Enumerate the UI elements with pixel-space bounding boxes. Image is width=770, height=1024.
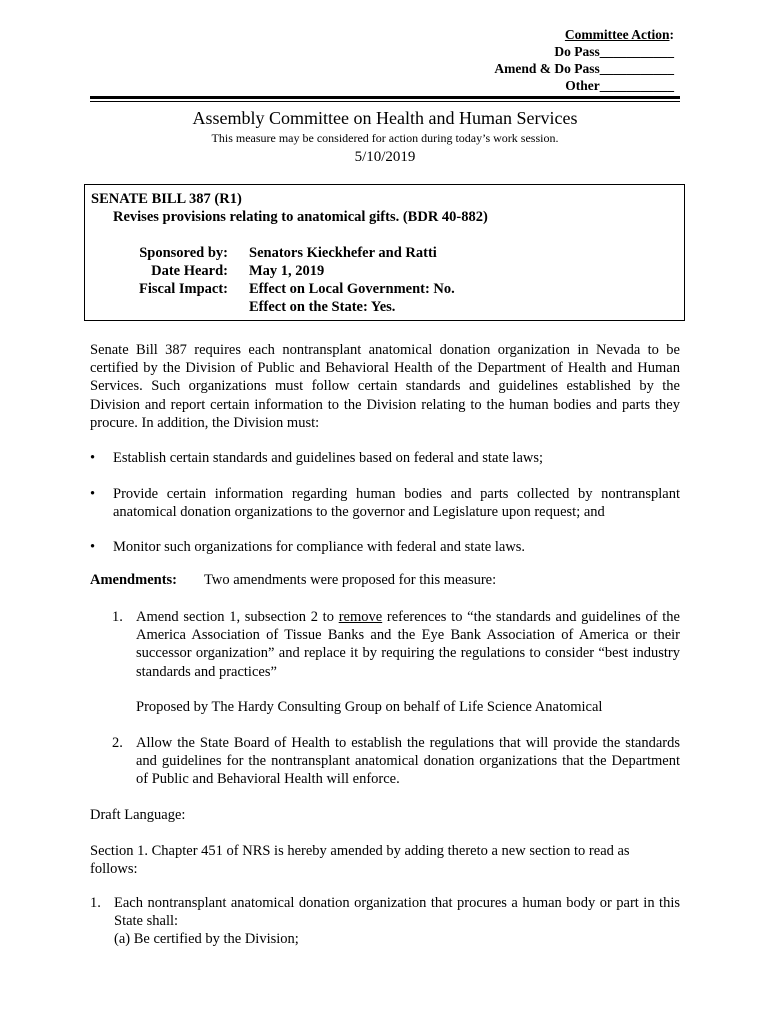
- date-heard-value: May 1, 2019: [249, 263, 325, 279]
- amendment-number: 2.: [112, 735, 123, 751]
- fiscal-impact-local-value: Effect on Local Government: No.: [249, 281, 455, 297]
- draft-item-text: Each nontransplant anatomical donation organization that procures a human body or part in this State shall:: [114, 895, 680, 930]
- draft-language-heading: Draft Language:: [90, 807, 186, 823]
- bill-number: SENATE BILL 387 (R1): [91, 191, 242, 207]
- draft-item-number: 1.: [90, 895, 101, 911]
- bill-description: Revises provisions relating to anatomical gifts. (BDR 40-882): [113, 209, 488, 225]
- bullet-marker: •: [90, 539, 96, 555]
- amend-do-pass-line: Amend & Do Pass___________: [494, 61, 674, 76]
- amendments-heading-row: [90, 572, 497, 589]
- header-divider-thin: [90, 101, 680, 102]
- meeting-date: 5/10/2019: [354, 149, 416, 165]
- date-heard-label: Date Heard:: [151, 263, 228, 279]
- bullet-marker: •: [90, 450, 96, 466]
- bill-field-row: [85, 281, 684, 299]
- bill-field-row: [85, 299, 684, 317]
- amendment-proposer: Proposed by The Hardy Consulting Group on behalf of Life Science Anatomical: [136, 699, 603, 715]
- amendment-text: Amend section 1, subsection 2 to remove references to “the standards and guidelines of the America Association of Tissue Banks and the Eye Bank Association of America or their successor organization” and replace it by requiring the regulations to consider “best industry standards and practices”: [136, 609, 680, 680]
- draft-sub-item: (a) Be certified by the Division;: [114, 931, 299, 947]
- summary-paragraph: Senate Bill 387 requires each nontransplant anatomical donation organization in Nevada to be certified by the Division of Public and Behavioral Health of the Department of Health and Human Services. Such organizations must follow certain standards and guidelines established by the Division and report certain information to the Division relating to the human bodies and parts they procure. In addition, the Division must:: [90, 342, 680, 431]
- bullet-text: Monitor such organizations for compliance with federal and state laws.: [113, 539, 526, 555]
- sponsored-by-value: Senators Kieckhefer and Ratti: [249, 245, 437, 261]
- draft-section-text: Section 1. Chapter 451 of NRS is hereby amended by adding thereto a new section to read as follows:: [90, 843, 630, 878]
- fiscal-impact-state-value: Effect on the State: Yes.: [249, 299, 396, 315]
- header-divider-thick: [90, 96, 680, 99]
- amendments-intro: Two amendments were proposed for this measure:: [204, 572, 497, 588]
- committee-title: Assembly Committee on Health and Human Services: [192, 108, 578, 128]
- committee-action-heading: Committee Action:: [564, 27, 674, 42]
- amendments-label: Amendments:: [90, 572, 177, 588]
- bullet-text: Provide certain information regarding human bodies and parts collected by nontransplant anatomical donation organizations to the governor and Legislature upon request; and: [113, 486, 680, 521]
- bullet-text: Establish certain standards and guidelines based on federal and state laws;: [113, 450, 544, 466]
- amendment-text: Allow the State Board of Health to establish the regulations that will provide the standards and guidelines for the nontransplant anatomical donation organizations that the Department of Public and Behavioral Health will enforce.: [136, 735, 680, 788]
- bill-field-row: [85, 263, 684, 281]
- work-session-note: This measure may be considered for action during today’s work session.: [211, 131, 559, 145]
- committee-action-block: [494, 26, 674, 94]
- bill-fields: [85, 245, 684, 317]
- other-line: Other___________: [565, 78, 674, 93]
- remove-underlined: remove: [338, 609, 383, 625]
- bill-summary-box: [84, 184, 685, 321]
- amendment-number: 1.: [112, 609, 123, 625]
- bullet-marker: •: [90, 486, 96, 502]
- do-pass-line: Do Pass___________: [554, 44, 674, 59]
- bill-field-row: [85, 245, 684, 263]
- fiscal-impact-label: Fiscal Impact:: [139, 281, 228, 297]
- sponsored-by-label: Sponsored by:: [139, 245, 228, 261]
